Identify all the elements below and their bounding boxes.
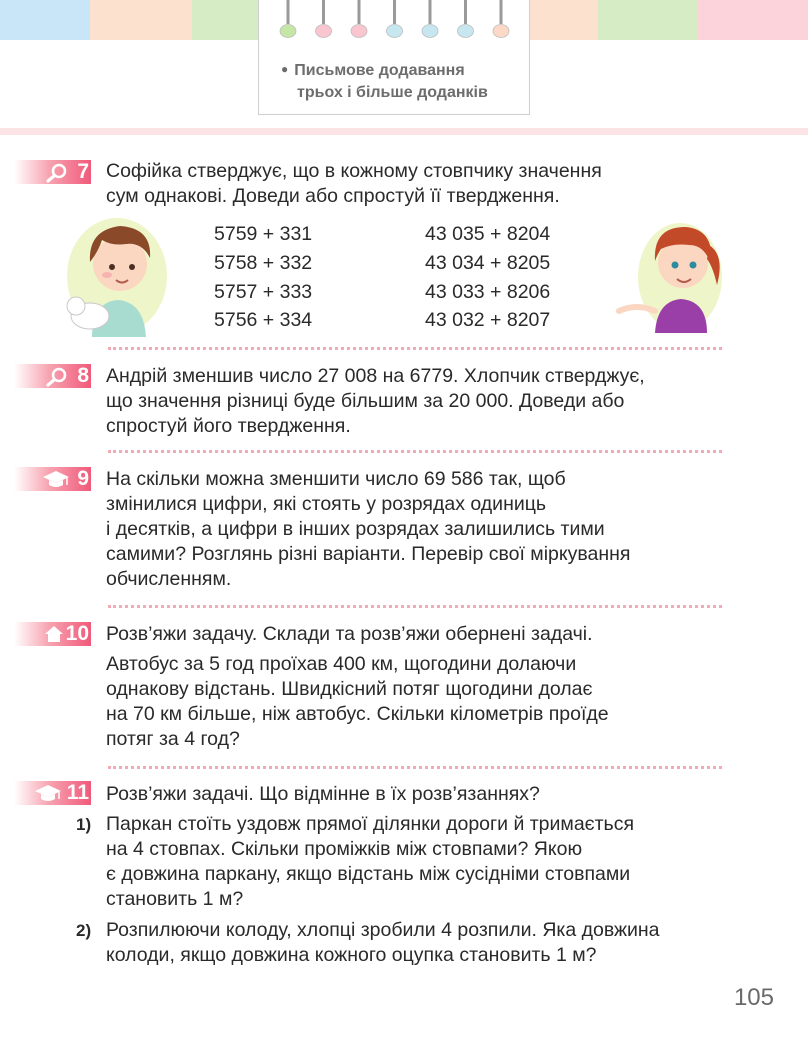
boy-with-cat-illustration [62,212,172,337]
topic-line-1: Письмове додавання [294,62,465,79]
section-divider [108,766,722,769]
task-11-1-line-1: Паркан стоїть уздовж прямої ділянки дороги й тримається [106,813,635,835]
section-divider [108,605,722,608]
graduation-cap-icon [34,784,62,802]
abacus-icon [259,0,531,44]
expression: 43 032 + 8207 [425,309,551,331]
abacus-bead [280,25,296,38]
graduation-cap-icon [42,470,70,488]
page-number: 105 [733,984,774,1011]
task-badge-11 [14,781,91,805]
section-divider [108,347,722,350]
task-11-1-line-2: на 4 стовпах. Скільки проміжків між стовпами? Якою [106,838,583,860]
section-divider [108,450,722,453]
task-9-line-3: і десятків, а цифри в інших розрядах залишились тими [106,518,605,540]
task-8-line-2: що значення різниці буде більшим за 20 000. Доведи або [106,390,625,412]
task-badge-7 [14,160,91,184]
task-number: 10 [65,622,89,645]
task-11-1-line-4: становить 1 м? [106,888,244,910]
abacus-bead [351,25,367,38]
strip-segment [0,0,90,40]
topic-title [281,60,526,103]
task-10-line-2: однакову відстань. Швидкісний потяг щогодини долає [106,678,593,700]
expression: 43 034 + 8205 [425,252,551,274]
task-9-line-1: На скільки можна зменшити число 69 586 так, щоб [106,468,566,490]
topic-card [258,0,530,115]
subtask-label: 2) [76,921,92,940]
subtask-label: 1) [76,815,92,834]
abacus-bead [387,25,403,38]
expression: 5756 + 334 [214,309,313,331]
bullet-icon: ● [281,62,289,76]
abacus-bead [493,25,509,38]
task-badge-8 [14,364,91,388]
task-number: 8 [77,364,89,387]
task-badge-9 [14,467,91,491]
expression: 43 035 + 8204 [425,223,551,245]
task-11-1-line-3: є довжина паркану, якщо відстань між сусідніми стовпами [106,863,631,885]
abacus-bead [422,25,438,38]
expression: 43 033 + 8206 [425,281,551,303]
task-number: 9 [77,467,89,490]
strip-segment [598,0,698,40]
abacus-bead [458,25,474,38]
task-11-intro: Розв’яжи задачі. Що відмінне в їх розв’язаннях? [106,783,540,805]
header-divider [0,128,808,135]
task-11-2-line-1: Розпилюючи колоду, хлопці зробили 4 розпили. Яка довжина [106,919,660,941]
task-10-intro: Розв’яжи задачу. Склади та розв’яжи обернені задачі. [106,623,593,645]
strip-segment [520,0,598,40]
task-number: 7 [77,160,89,183]
task-badge-10 [14,622,91,646]
abacus-bead [316,25,332,38]
task-9-line-5: обчисленням. [106,568,232,590]
task-8-line-1: Андрій зменшив число 27 008 на 6779. Хлопчик стверджує, [106,365,645,387]
task-9-line-2: змінилися цифри, які стоять у розрядах одиниць [106,493,547,515]
girl-illustration [615,215,725,335]
strip-segment [90,0,192,40]
strip-segment [698,0,808,40]
house-icon [44,625,64,643]
magnifier-icon [46,367,70,387]
topic-line-2: трьох і більше доданків [297,84,488,101]
task-10-line-3: на 70 км більше, ніж автобус. Скільки кілометрів проїде [106,703,609,725]
expression: 5757 + 333 [214,281,313,303]
task-11-2-line-2: колоди, якщо довжина кожного оцупка становить 1 м? [106,944,597,966]
expression: 5758 + 332 [214,252,313,274]
task-number: 11 [66,781,89,804]
magnifier-icon [46,163,70,183]
task-7-line-1: Софійка стверджує, що в кожному стовпчику значення [106,160,602,182]
task-9-line-4: самими? Розглянь різні варіанти. Перевір свої міркування [106,543,631,565]
task-7-line-2: сум однакові. Доведи або спростуй її твердження. [106,185,560,207]
task-10-line-1: Автобус за 5 год проїхав 400 км, щогодини долаючи [106,653,577,675]
task-8-line-3: спростуй його твердження. [106,415,351,437]
expression: 5759 + 331 [214,223,313,245]
task-10-line-4: потяг за 4 год? [106,728,240,750]
